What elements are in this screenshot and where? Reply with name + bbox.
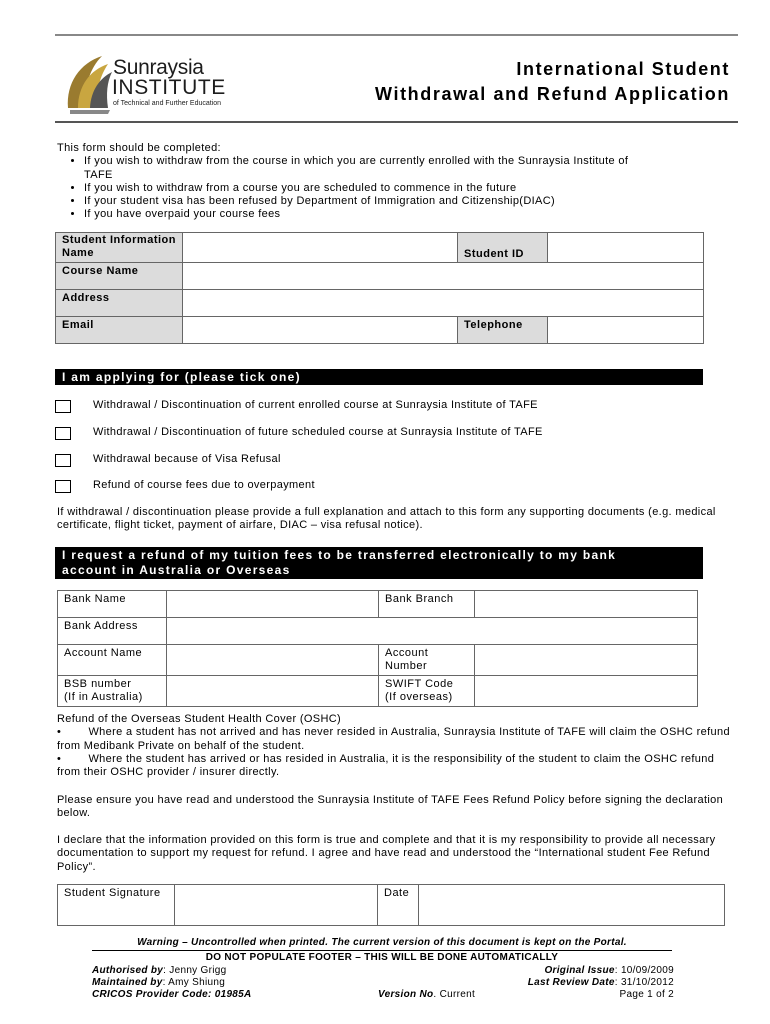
account-number-field[interactable] xyxy=(475,645,698,676)
account-number-label xyxy=(379,645,475,676)
intro-section xyxy=(57,142,717,222)
logo-subtitle: of Technical and Further Education xyxy=(113,100,222,107)
option-label: Withdrawal / Discontinuation of current enrolled course at Sunraysia Institute of TAFE xyxy=(93,399,538,411)
footer-rule xyxy=(92,950,672,951)
version-label: Version No xyxy=(378,989,434,1000)
logo-name: Sunraysia xyxy=(113,56,204,79)
bank-name-field[interactable] xyxy=(167,591,379,618)
option-checkbox[interactable] xyxy=(55,454,71,467)
telephone-field[interactable] xyxy=(548,317,704,344)
maintained-value: : Amy Shiung xyxy=(162,977,226,988)
bsb-line-2: (If in Australia) xyxy=(64,691,143,703)
account-name-field[interactable] xyxy=(167,645,379,676)
authorised-value: : Jenny Grigg xyxy=(163,965,227,976)
email-label: Email xyxy=(56,317,183,344)
account-number-line-1: Account xyxy=(385,647,429,659)
intro-bullet: • If you wish to withdraw from a course you are scheduled to commence in the future xyxy=(84,182,717,195)
intro-bullet: • If you wish to withdraw from the course in which you are currently enrolled with the Sunraysia Institute of TAFE xyxy=(84,155,644,182)
bank-address-label: Bank Address xyxy=(58,618,167,645)
original-issue-value: : 10/09/2009 xyxy=(614,965,674,976)
account-name-label: Account Name xyxy=(58,645,167,676)
student-info-table xyxy=(55,232,704,344)
signature-table xyxy=(57,884,725,926)
student-signature-field[interactable] xyxy=(175,885,378,926)
email-field[interactable] xyxy=(183,317,458,344)
intro-lead: This form should be completed: xyxy=(57,142,221,154)
intro-bullet: • If you have overpaid your course fees xyxy=(84,208,717,221)
title-rule xyxy=(55,121,738,123)
bullet-icon: • xyxy=(57,752,89,765)
footer-do-not-populate: DO NOT POPULATE FOOTER – THIS WILL BE DONE AUTOMATICALLY xyxy=(205,952,559,963)
bsb-field[interactable] xyxy=(167,676,379,707)
student-info-name-cell xyxy=(56,233,183,263)
swift-field[interactable] xyxy=(475,676,698,707)
date-field[interactable] xyxy=(419,885,725,926)
address-field[interactable] xyxy=(183,290,704,317)
last-review-value: : 31/10/2012 xyxy=(614,977,674,988)
original-issue-label: Original Issue xyxy=(544,965,615,976)
option-label: Refund of course fees due to overpayment xyxy=(93,479,315,491)
option-label: Withdrawal because of Visa Refusal xyxy=(93,453,281,465)
student-info-heading: Student Information xyxy=(62,234,176,246)
option-checkbox[interactable] xyxy=(55,400,71,413)
applying-heading: I am applying for (please tick one) xyxy=(55,369,703,385)
bsb-label xyxy=(58,676,167,707)
logo-institute: INSTITUTE xyxy=(112,76,226,99)
footer-warning: Warning – Uncontrolled when printed. The current version of this document is kept on the Portal. xyxy=(137,937,627,948)
version-value: . Current xyxy=(433,989,476,1000)
refund-heading xyxy=(55,547,703,579)
original-issue xyxy=(544,965,674,976)
bsb-line-1: BSB number xyxy=(64,678,132,690)
swift-line-1: SWIFT Code xyxy=(385,678,454,690)
swift-line-2: (If overseas) xyxy=(385,691,453,703)
student-id-field[interactable] xyxy=(548,233,704,263)
title-line-1: International Student xyxy=(516,59,730,79)
bank-branch-label: Bank Branch xyxy=(379,591,475,618)
page-number: Page 1 of 2 xyxy=(619,989,674,1000)
last-review-label: Last Review Date xyxy=(527,977,615,988)
swift-label xyxy=(379,676,475,707)
footer-row-2 xyxy=(92,977,682,989)
option-checkbox[interactable] xyxy=(55,480,71,493)
student-id-label: Student ID xyxy=(458,233,548,263)
top-rule xyxy=(55,34,738,36)
oshc-heading: Refund of the Overseas Student Health Cover (OSHC) xyxy=(57,713,342,725)
oshc-section xyxy=(57,713,732,779)
bank-address-field[interactable] xyxy=(167,618,698,645)
title-line-2: Withdrawal and Refund Application xyxy=(375,84,730,104)
option-label: Withdrawal / Discontinuation of future scheduled course at Sunraysia Institute of TAFE xyxy=(93,426,543,438)
oshc-bullet-1-text: Where a student has not arrived and has never resided in Australia, Sunraysia Institute of TAFE will claim the OSHC refund from Medibank Private on behalf of the student. xyxy=(57,726,730,752)
option-checkbox[interactable] xyxy=(55,427,71,440)
page-title xyxy=(375,57,730,107)
date-label: Date xyxy=(378,885,419,926)
name-field[interactable] xyxy=(183,233,458,263)
footer-row-1 xyxy=(92,965,682,977)
oshc-bullet xyxy=(57,726,732,753)
policy-text: Please ensure you have read and understood the Sunraysia Institute of TAFE Fees Refund Policy before signing the declaration below. xyxy=(57,794,724,820)
bank-branch-field[interactable] xyxy=(475,591,698,618)
telephone-label: Telephone xyxy=(458,317,548,344)
bank-details-table xyxy=(57,590,698,707)
course-name-label: Course Name xyxy=(56,263,183,290)
student-signature-label: Student Signature xyxy=(58,885,175,926)
cricos-code: CRICOS Provider Code: 01985A xyxy=(92,989,252,1000)
address-label: Address xyxy=(56,290,183,317)
refund-heading-line-1: I request a refund of my tuition fees to be transferred electronically to my bank xyxy=(62,548,617,562)
bank-name-label: Bank Name xyxy=(58,591,167,618)
declaration-text: I declare that the information provided on this form is true and complete and that it is my responsibility to provide all necessary documentation to support my request for refund. I agree and have read and understood the “International student Fee Refund Policy”. xyxy=(57,834,716,873)
refund-heading-line-2: account in Australia or Overseas xyxy=(62,563,291,577)
name-label: Name xyxy=(62,247,94,259)
oshc-bullet xyxy=(57,753,732,780)
bullet-icon: • xyxy=(57,726,89,739)
maintained-label: Maintained by xyxy=(92,977,163,988)
intro-bullets xyxy=(57,155,717,221)
intro-bullet: • If your student visa has been refused by Department of Immigration and Citizenship(DIAC) xyxy=(84,195,717,208)
account-number-line-2: Number xyxy=(385,660,428,672)
withdrawal-note: If withdrawal / discontinuation please provide a full explanation and attach to this form any supporting documents (e.g. medical certificate, flight ticket, payment of airfare, DIAC – visa refusal notice). xyxy=(57,506,716,532)
footer-row-3 xyxy=(92,989,682,1001)
version xyxy=(378,989,475,1000)
authorised-label: Authorised by xyxy=(92,965,164,976)
last-review xyxy=(528,977,674,988)
course-name-field[interactable] xyxy=(183,263,704,290)
oshc-bullet-2-text: Where the student has arrived or has resided in Australia, it is the responsibility of the student to claim the OSHC refund from their OSHC provider / insurer directly. xyxy=(57,752,715,779)
